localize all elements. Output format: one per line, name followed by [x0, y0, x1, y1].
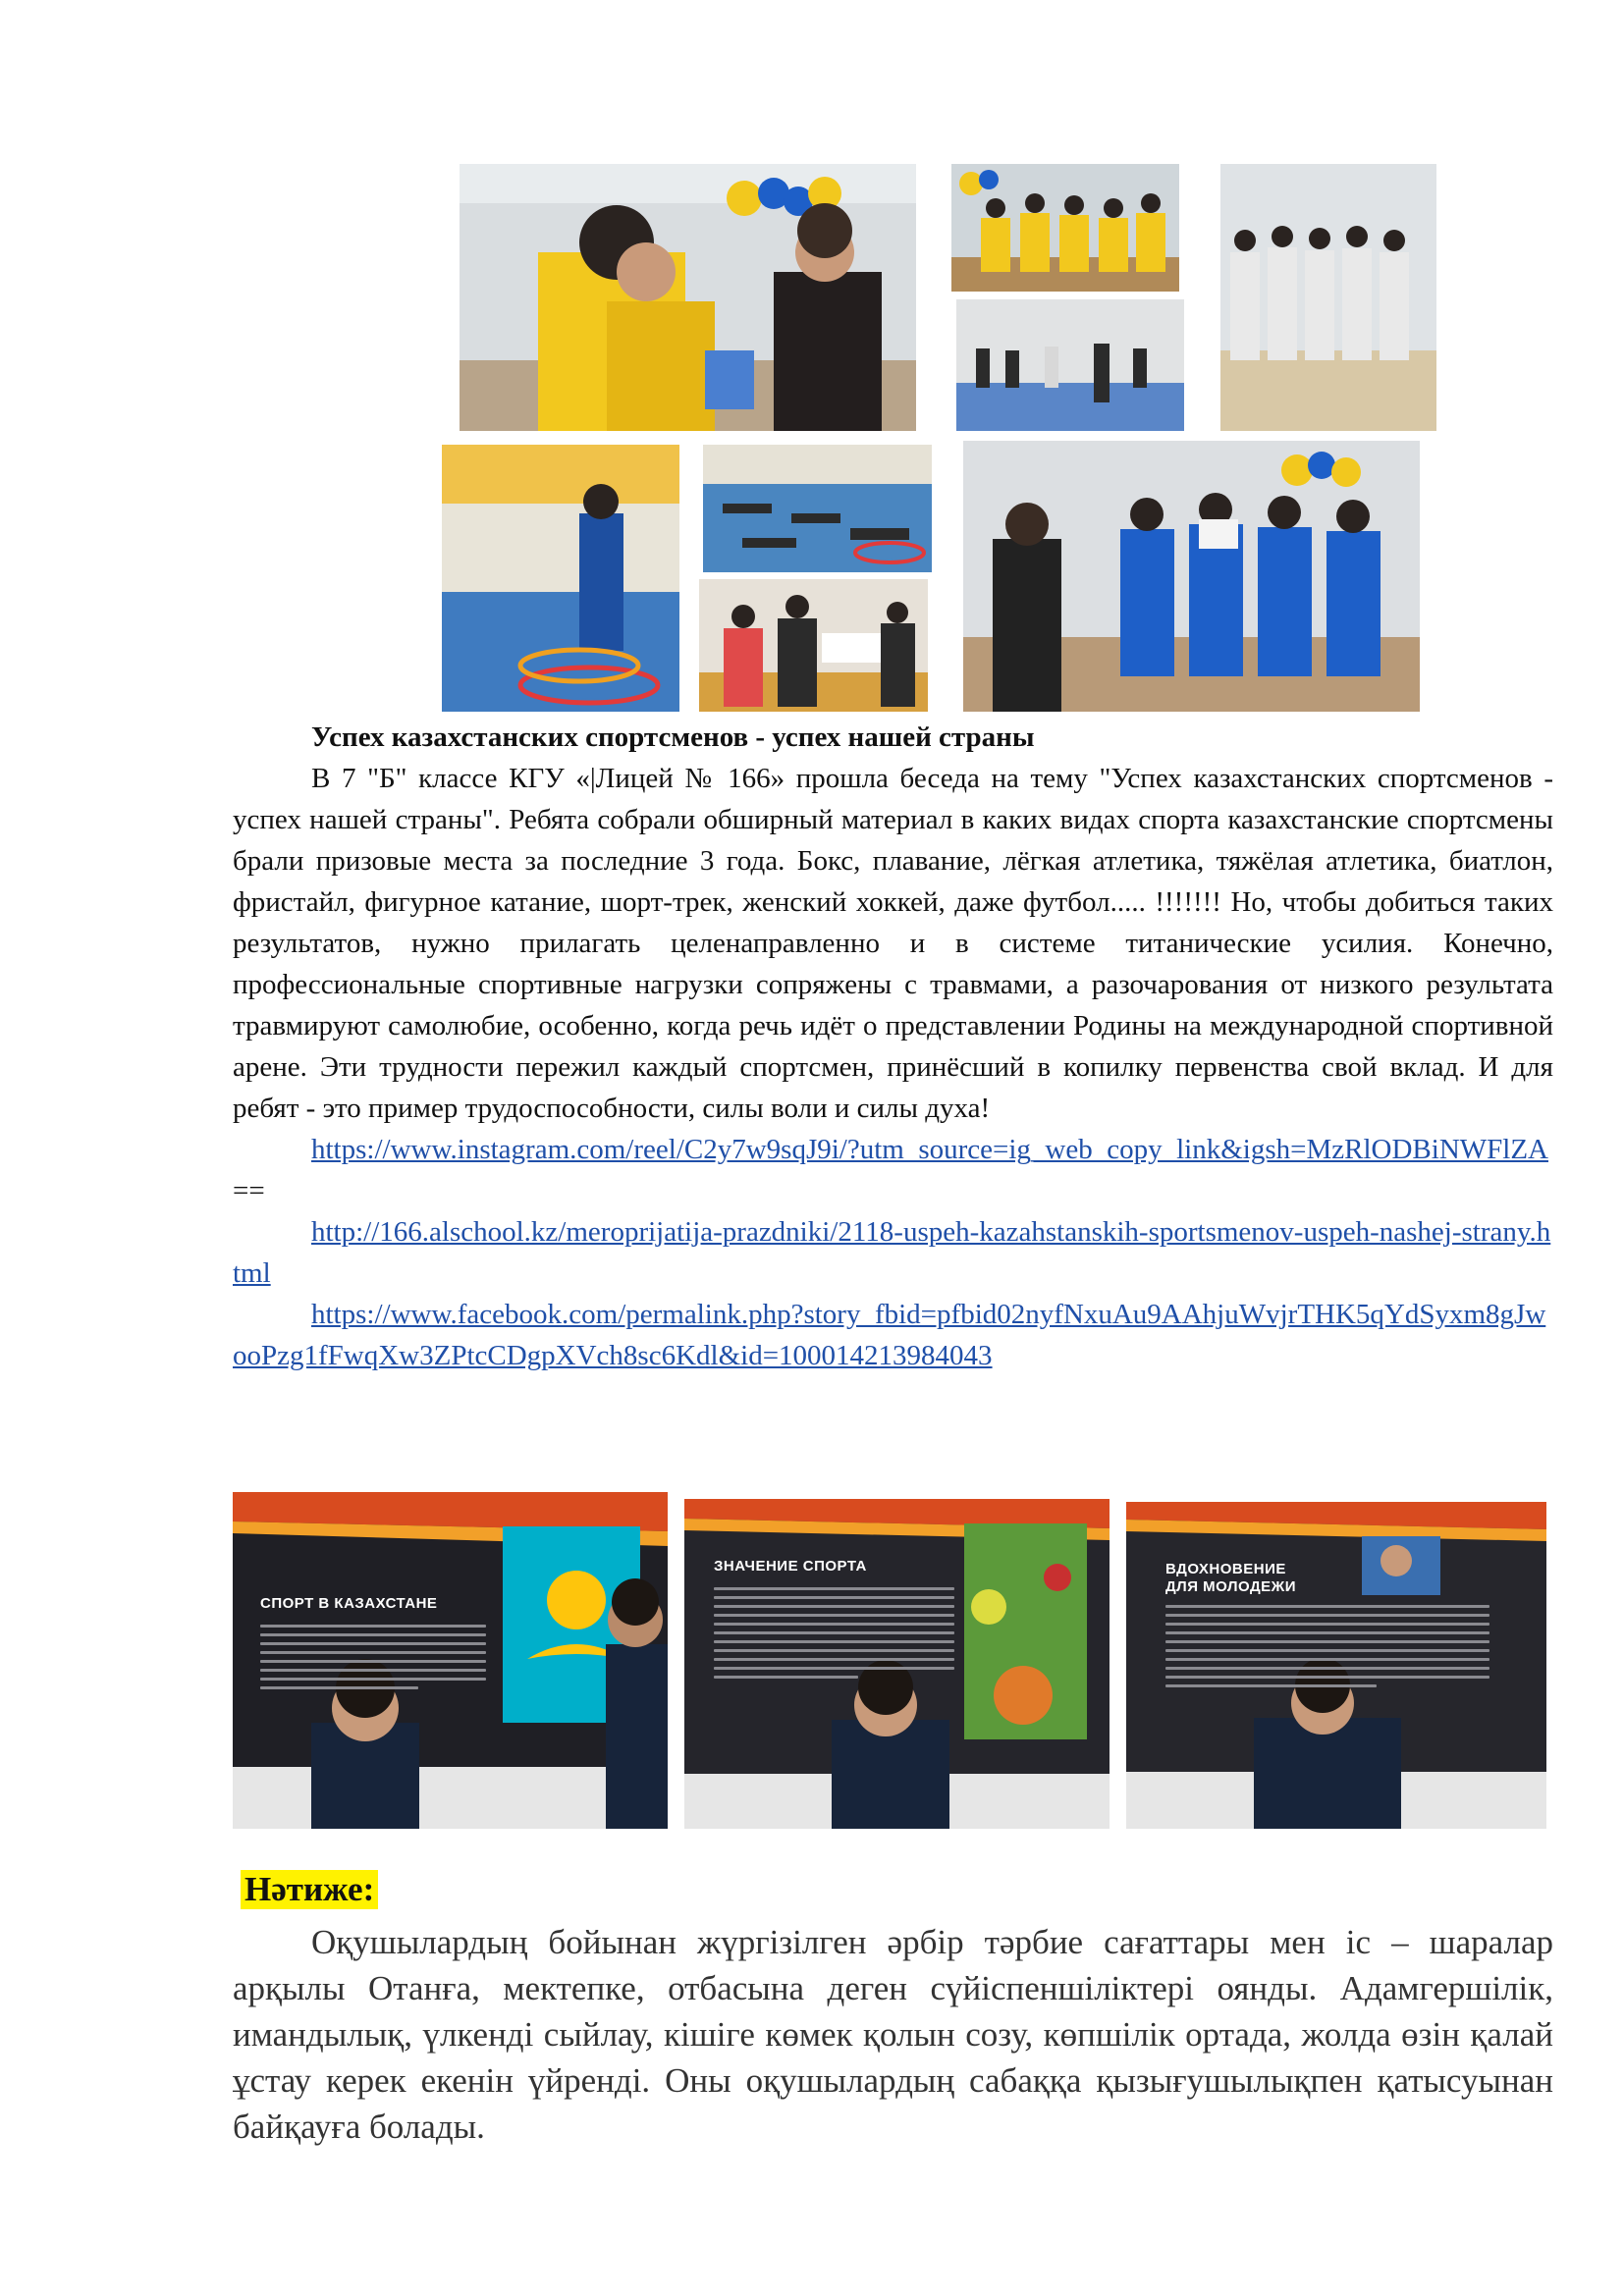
photo-gym-relay — [956, 299, 1184, 431]
slide-body-text — [714, 1587, 954, 1684]
photo-hoop-exercise — [442, 445, 679, 712]
instagram-link[interactable]: https://www.instagram.com/reel/C2y7w9sqJ9i/?utm_source=ig_web_copy_link&igsh=MzRlODBiNWFlZA — [311, 1134, 1548, 1165]
link-row-instagram — [233, 1129, 1553, 1211]
article-paragraph: В 7 "Б" классе КГУ «|Лицей № 166» прошла беседа на тему "Успех казахстанских спортсменов - успех нашей страны". Ребята собрали обширный материал в каких видах спорта казахстанские спортсмены брали призовые места за последние 3 года. Бокс, плавание, лёгкая атлетика, тяжёлая атлетика, биатлон, фристайл, фигурное катание, шорт-трек, женский хоккей, даже футбол..... !!!!!!! Но, чтобы добиться таких результатов, нужно прилагать целенаправленно и в системе титанические усилия. Конечно, профессиональные спортивные нагрузки сопряжены с травмами, а разочарования от низкого результата травмируют самолюбие, особенно, когда речь идёт о представлении Родины на международной спортивной арене. Эти трудности пережил каждый спортсмен, принёсший в копилку первенства свой вклад. И для ребят - это пример трудоспособности, силы воли и силы духа! — [233, 763, 1553, 1124]
slide-title: ВДОХНОВЕНИЕ ДЛЯ МОЛОДЕЖИ — [1165, 1561, 1296, 1595]
slide-title: СПОРТ В КАЗАХСТАНЕ — [260, 1595, 438, 1612]
photo-floor-exercise — [703, 445, 932, 572]
photo-slide-sport-in-kazakhstan — [233, 1492, 668, 1829]
result-title: Нәтиже: — [241, 1870, 378, 1909]
slide-title: ЗНАЧЕНИЕ СПОРТА — [714, 1558, 867, 1575]
facebook-link[interactable]: https://www.facebook.com/permalink.php?story_fbid=pfbid02nyfNxuAu9AAhjuWvjrTHK5qYdSyxm8gJwooPzg1fFwqXw3ZPtcCDgpXVch8sc6Kdl&id=100014213984043 — [233, 1299, 1546, 1371]
instagram-link-suffix: == — [233, 1175, 265, 1206]
slide-body-text — [1165, 1605, 1489, 1693]
article-heading: Успех казахстанских спортсменов - успех нашей страны — [311, 721, 1035, 753]
photo-slide-inspiration-for-youth — [1126, 1502, 1546, 1829]
photo-award-certificate — [699, 579, 928, 712]
photo-team-blue-award — [963, 441, 1420, 712]
photo-team-celebration — [951, 164, 1179, 292]
slide-body-text — [260, 1625, 486, 1695]
link-row-school-site — [233, 1211, 1553, 1294]
link-row-facebook — [233, 1294, 1553, 1376]
school-site-link[interactable]: http://166.alschool.kz/meroprijatija-prazdniki/2118-uspeh-kazahstanskih-sportsmenov-uspeh-nashej-strany.html — [233, 1216, 1551, 1289]
article — [233, 717, 1553, 1376]
photo-medal-ceremony — [460, 164, 916, 431]
result-text: Оқушылардың бойынан жүргізілген әрбір тәрбие сағаттары мен іс – шаралар арқылы Отанға, мектепке, отбасына деген сүйіспеншіліктері оянды. Адамгершілік, имандылық, үлкенді сыйлау, кішіге көмек қолын созу, көпшілік ортада, жолда өзін қалай ұстау керек екенін үйренді. Оны оқушылардың сабаққа қызығушылықпен қатысуынан байқауға болады. — [233, 1923, 1553, 2146]
photo-slide-meaning-of-sport — [684, 1499, 1110, 1829]
photo-students-lineup — [1220, 164, 1436, 431]
